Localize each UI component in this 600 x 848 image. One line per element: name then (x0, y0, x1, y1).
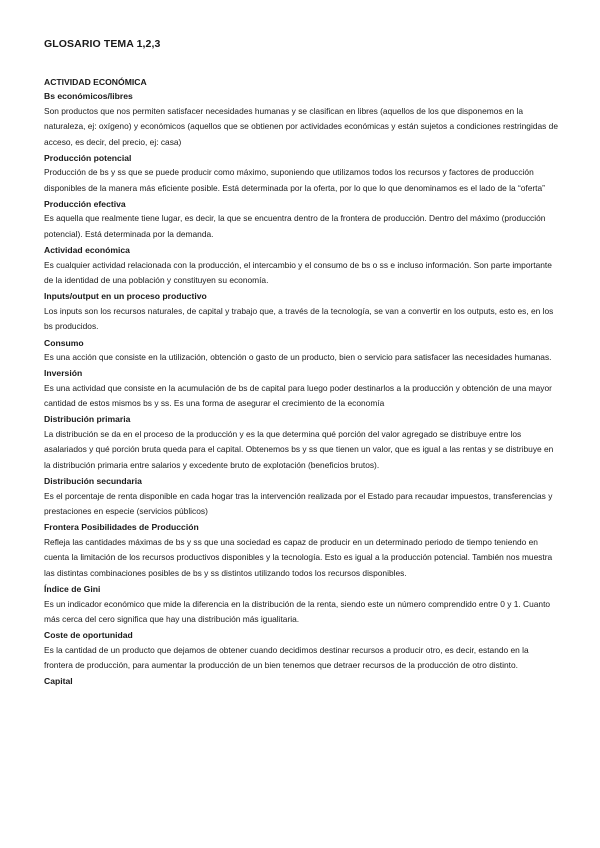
glossary-definition: Los inputs son los recursos naturales, de capital y trabajo que, a través de la tecnología, se van a convertir en los outputs, esto es, en los bs producidos. (44, 305, 554, 332)
glossary-term: Distribución secundaria (44, 476, 142, 487)
glossary-definition: La distribución se da en el proceso de la producción y es la que determina qué porción del valor agregado se distribuye entre los asalariados y qué porción bruta queda para el capital. Obtenemos bs y ss que tienen un valor, que es igual a las rentas y se distribuye en la distribución primaria entre salarios y excedente bruto de explotación (beneficios brutos). (44, 428, 554, 470)
glossary-term: Producción potencial (44, 152, 132, 163)
glossary-term: Índice de Gini (44, 584, 101, 595)
glossary-term: Inputs/output en un proceso productivo (44, 291, 207, 302)
glossary-term: Producción efectiva (44, 198, 126, 209)
glossary-term: Frontera Posibilidades de Producción (44, 522, 199, 533)
glossary-definition: Es una actividad que consiste en la acumulación de bs de capital para luego poder destinarlos a la producción y obtención de una mayor cantidad de estos mismos bs y ss. Es una forma de asegurar el crecimiento de la economía (44, 382, 552, 409)
glossary-term: Capital (44, 676, 73, 687)
glossary-term: Consumo (44, 337, 84, 348)
glossary-definition: Es un indicador económico que mide la diferencia en la distribución de la renta, siendo este un número comprendido entre 0 y 1. Cuanto más cerca del cero significa que hay una distribución más igualitaria. (44, 598, 551, 625)
document-title: GLOSARIO TEMA 1,2,3 (44, 38, 161, 50)
glossary-term: Actividad económica (44, 245, 130, 256)
glossary-term: Coste de oportunidad (44, 630, 133, 641)
section-title: ACTIVIDAD ECONÓMICA (44, 77, 147, 87)
document-page (44, 38, 559, 689)
glossary-definition: Producción de bs y ss que se puede producir como máximo, suponiendo que utilizamos todos los recursos y factores de producción disponibles de la manera más eficiente posible. Está determinada por la oferta, por lo que lo que denominamos es el lado de la “oferta” (44, 167, 545, 193)
glossary-entries (44, 89, 559, 689)
glossary-term: Distribución primaria (44, 414, 131, 425)
glossary-definition: Es la cantidad de un producto que dejamos de obtener cuando decidimos destinar recursos a producir otro, es decir, estando en la frontera de producción, para aumentar la producción de un bien tenemos que detraer recursos de la producción de otro distinto. (44, 644, 529, 671)
glossary-definition: Son productos que nos permiten satisfacer necesidades humanas y se clasifican en libres (aquellos de los que disponemos en la naturaleza, ej: oxígeno) y económicos (aquellos que se obtienen por actividades económicas y están sujetos a condiciones restringidas de acceso, es decir, del precio, ej: casa) (44, 105, 558, 147)
glossary-definition: Es aquella que realmente tiene lugar, es decir, la que se encuentra dentro de la frontera de producción. Dentro del máximo (producción potencial). Está determinada por la demanda. (44, 213, 546, 240)
glossary-term: Inversión (44, 368, 83, 379)
glossary-definition: Refleja las cantidades máximas de bs y ss que una sociedad es capaz de producir en un determinado periodo de tiempo teniendo en cuenta la limitación de los recursos productivos disponibles y la tecnología. Esto es igual a la producción potencial. También nos muestra las distintas combinaciones posibles de bs y ss distintos utilizando todos los recursos disponibles. (44, 536, 553, 578)
glossary-definition: Es una acción que consiste en la utilización, obtención o gasto de un producto, bien o servicio para satisfacer las necesidades humanas. (44, 352, 552, 363)
glossary-definition: Es el porcentaje de renta disponible en cada hogar tras la intervención realizada por el Estado para recaudar impuestos, transferencias y prestaciones en especie (servicios públicos) (44, 490, 553, 517)
glossary-definition: Es cualquier actividad relacionada con la producción, el intercambio y el consumo de bs o ss e incluso información. Son parte importante de la identidad de una población y constituyen su economía. (44, 259, 552, 286)
glossary-term: Bs económicos/libres (44, 91, 133, 101)
